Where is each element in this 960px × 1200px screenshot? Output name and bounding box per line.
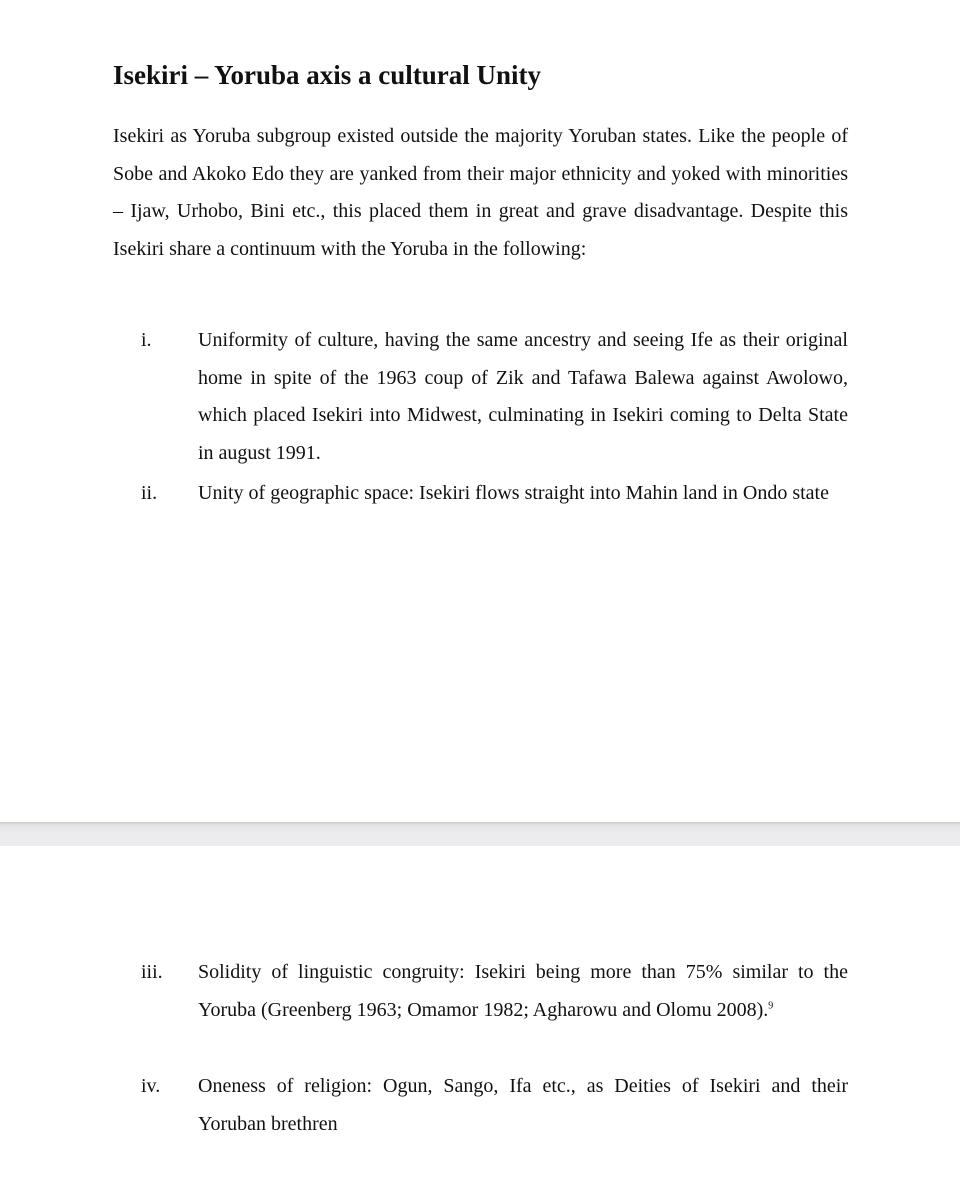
footnote-marker[interactable]: 9 xyxy=(768,999,774,1011)
list-marker: iii. xyxy=(141,961,163,983)
list-item-text: Uniformity of culture, having the same ancestry and seeing Ife as their original home in spite of the 1963 coup of Zik and Tafawa Balewa against Awolowo, which placed Isekiri into Midwest, culminating in Isekiri coming to Delta State in august 1991. xyxy=(198,329,848,464)
list-item-i xyxy=(113,322,848,472)
list-marker: i. xyxy=(141,329,152,351)
list-item-text: Oneness of religion: Ogun, Sango, Ifa etc., as Deities of Isekiri and their Yoruban brethren xyxy=(198,1075,848,1135)
list-marker: iv. xyxy=(141,1075,161,1097)
list-item-ii xyxy=(113,475,848,513)
page-separator xyxy=(0,822,960,846)
document-page-2 xyxy=(0,846,960,1200)
list-marker: ii. xyxy=(141,482,158,504)
list-item-text-body: Solidity of linguistic congruity: Isekiri being more than 75% similar to the Yoruba (Greenberg 1963; Omamor 1982; Agharowu and Olomu 2008). xyxy=(198,961,848,1021)
intro-paragraph: Isekiri as Yoruba subgroup existed outside the majority Yoruban states. Like the people of Sobe and Akoko Edo they are yanked from their major ethnicity and yoked with minorities – Ijaw, Urhobo, Bini etc., this placed them in great and grave disadvantage. Despite this Isekiri share a continuum with the Yoruba in the following: xyxy=(113,125,848,260)
list-item-text: Unity of geographic space: Isekiri flows straight into Mahin land in Ondo state xyxy=(198,482,829,504)
section-heading: Isekiri – Yoruba axis a cultural Unity xyxy=(113,60,542,90)
list-item-iv xyxy=(113,1068,848,1143)
list-item-text xyxy=(198,954,848,1029)
list-item-iii xyxy=(113,954,848,1029)
